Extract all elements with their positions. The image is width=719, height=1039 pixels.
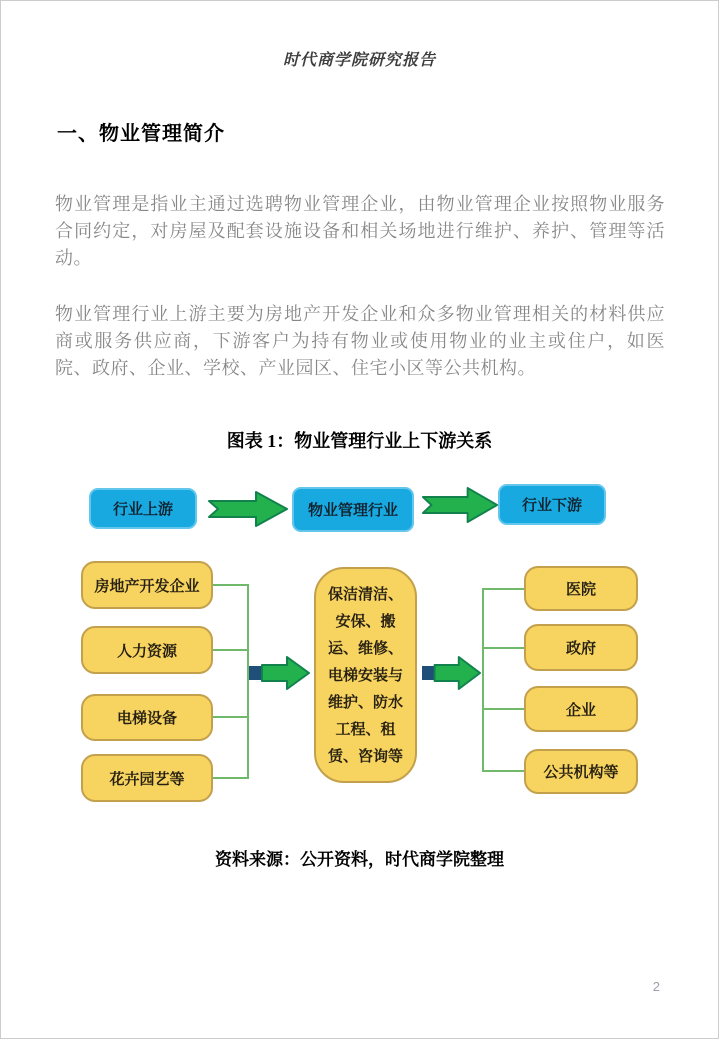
paragraph: 物业管理是指业主通过选聘物业管理企业，由物业管理企业按照物业服务合同约定，对房屋及配套设施设备和相关场地进行维护、养护、管理等活动。 bbox=[55, 194, 665, 268]
downstream-item-label: 企业 bbox=[565, 701, 596, 719]
connector-line bbox=[213, 716, 248, 718]
connector-line bbox=[213, 584, 248, 586]
downstream-item-label: 医院 bbox=[565, 581, 596, 598]
connector-line bbox=[482, 770, 524, 772]
connector-line bbox=[482, 647, 524, 649]
services-box bbox=[314, 567, 417, 783]
upstream-item-label: 房地产开发企业 bbox=[94, 577, 200, 595]
figure-source: 资料来源：公开资料，时代商学院整理 bbox=[215, 850, 504, 869]
downstream-item-label: 公共机构等 bbox=[543, 764, 619, 781]
flow-box-downstream-label: 行业下游 bbox=[521, 497, 582, 514]
services-box-label: 保洁清洁、安保、搬运、维修、电梯安装与维护、防水工程、租赁、咨询等 bbox=[327, 585, 403, 765]
upstream-item-label: 花卉园艺等 bbox=[109, 770, 185, 788]
upstream-item-box bbox=[81, 694, 213, 741]
right-arrow-icon bbox=[249, 655, 311, 691]
downstream-item-box bbox=[524, 749, 638, 794]
right-arrow-icon bbox=[422, 655, 482, 691]
connector-line bbox=[482, 588, 484, 772]
flow-box-industry-label: 物业管理行业 bbox=[307, 502, 398, 519]
downstream-item-box bbox=[524, 624, 638, 671]
upstream-item-box bbox=[81, 754, 213, 802]
flow-box-upstream bbox=[89, 488, 197, 529]
flow-box-industry bbox=[292, 487, 414, 532]
upstream-item-box bbox=[81, 561, 213, 609]
downstream-item-box bbox=[524, 566, 638, 611]
figure-title: 图表 1：物业管理行业上下游关系 bbox=[226, 431, 493, 451]
flow-box-upstream-label: 行业上游 bbox=[112, 501, 173, 518]
report-header: 时代商学院研究报告 bbox=[282, 52, 436, 69]
paragraph: 物业管理行业上游主要为房地产开发企业和众多物业管理相关的材料供应商或服务供应商，下游客户为持有物业或使用物业的业主或住户，如医院、政府、企业、学校、产业园区、住宅小区等公共机构。 bbox=[55, 304, 665, 378]
flow-box-downstream bbox=[498, 484, 606, 525]
upstream-item-label: 人力资源 bbox=[116, 642, 177, 660]
right-arrow-icon bbox=[207, 490, 289, 528]
downstream-item-label: 政府 bbox=[565, 640, 596, 657]
connector-line bbox=[482, 588, 524, 590]
page-number: 2 bbox=[652, 979, 660, 994]
upstream-item-box bbox=[81, 626, 213, 674]
right-arrow-icon bbox=[421, 486, 499, 524]
section-heading: 一、物业管理简介 bbox=[57, 123, 225, 145]
upstream-item-label: 电梯设备 bbox=[116, 710, 177, 727]
connector-line bbox=[482, 708, 524, 710]
connector-line bbox=[213, 777, 248, 779]
downstream-item-box bbox=[524, 686, 638, 732]
connector-line bbox=[213, 649, 248, 651]
